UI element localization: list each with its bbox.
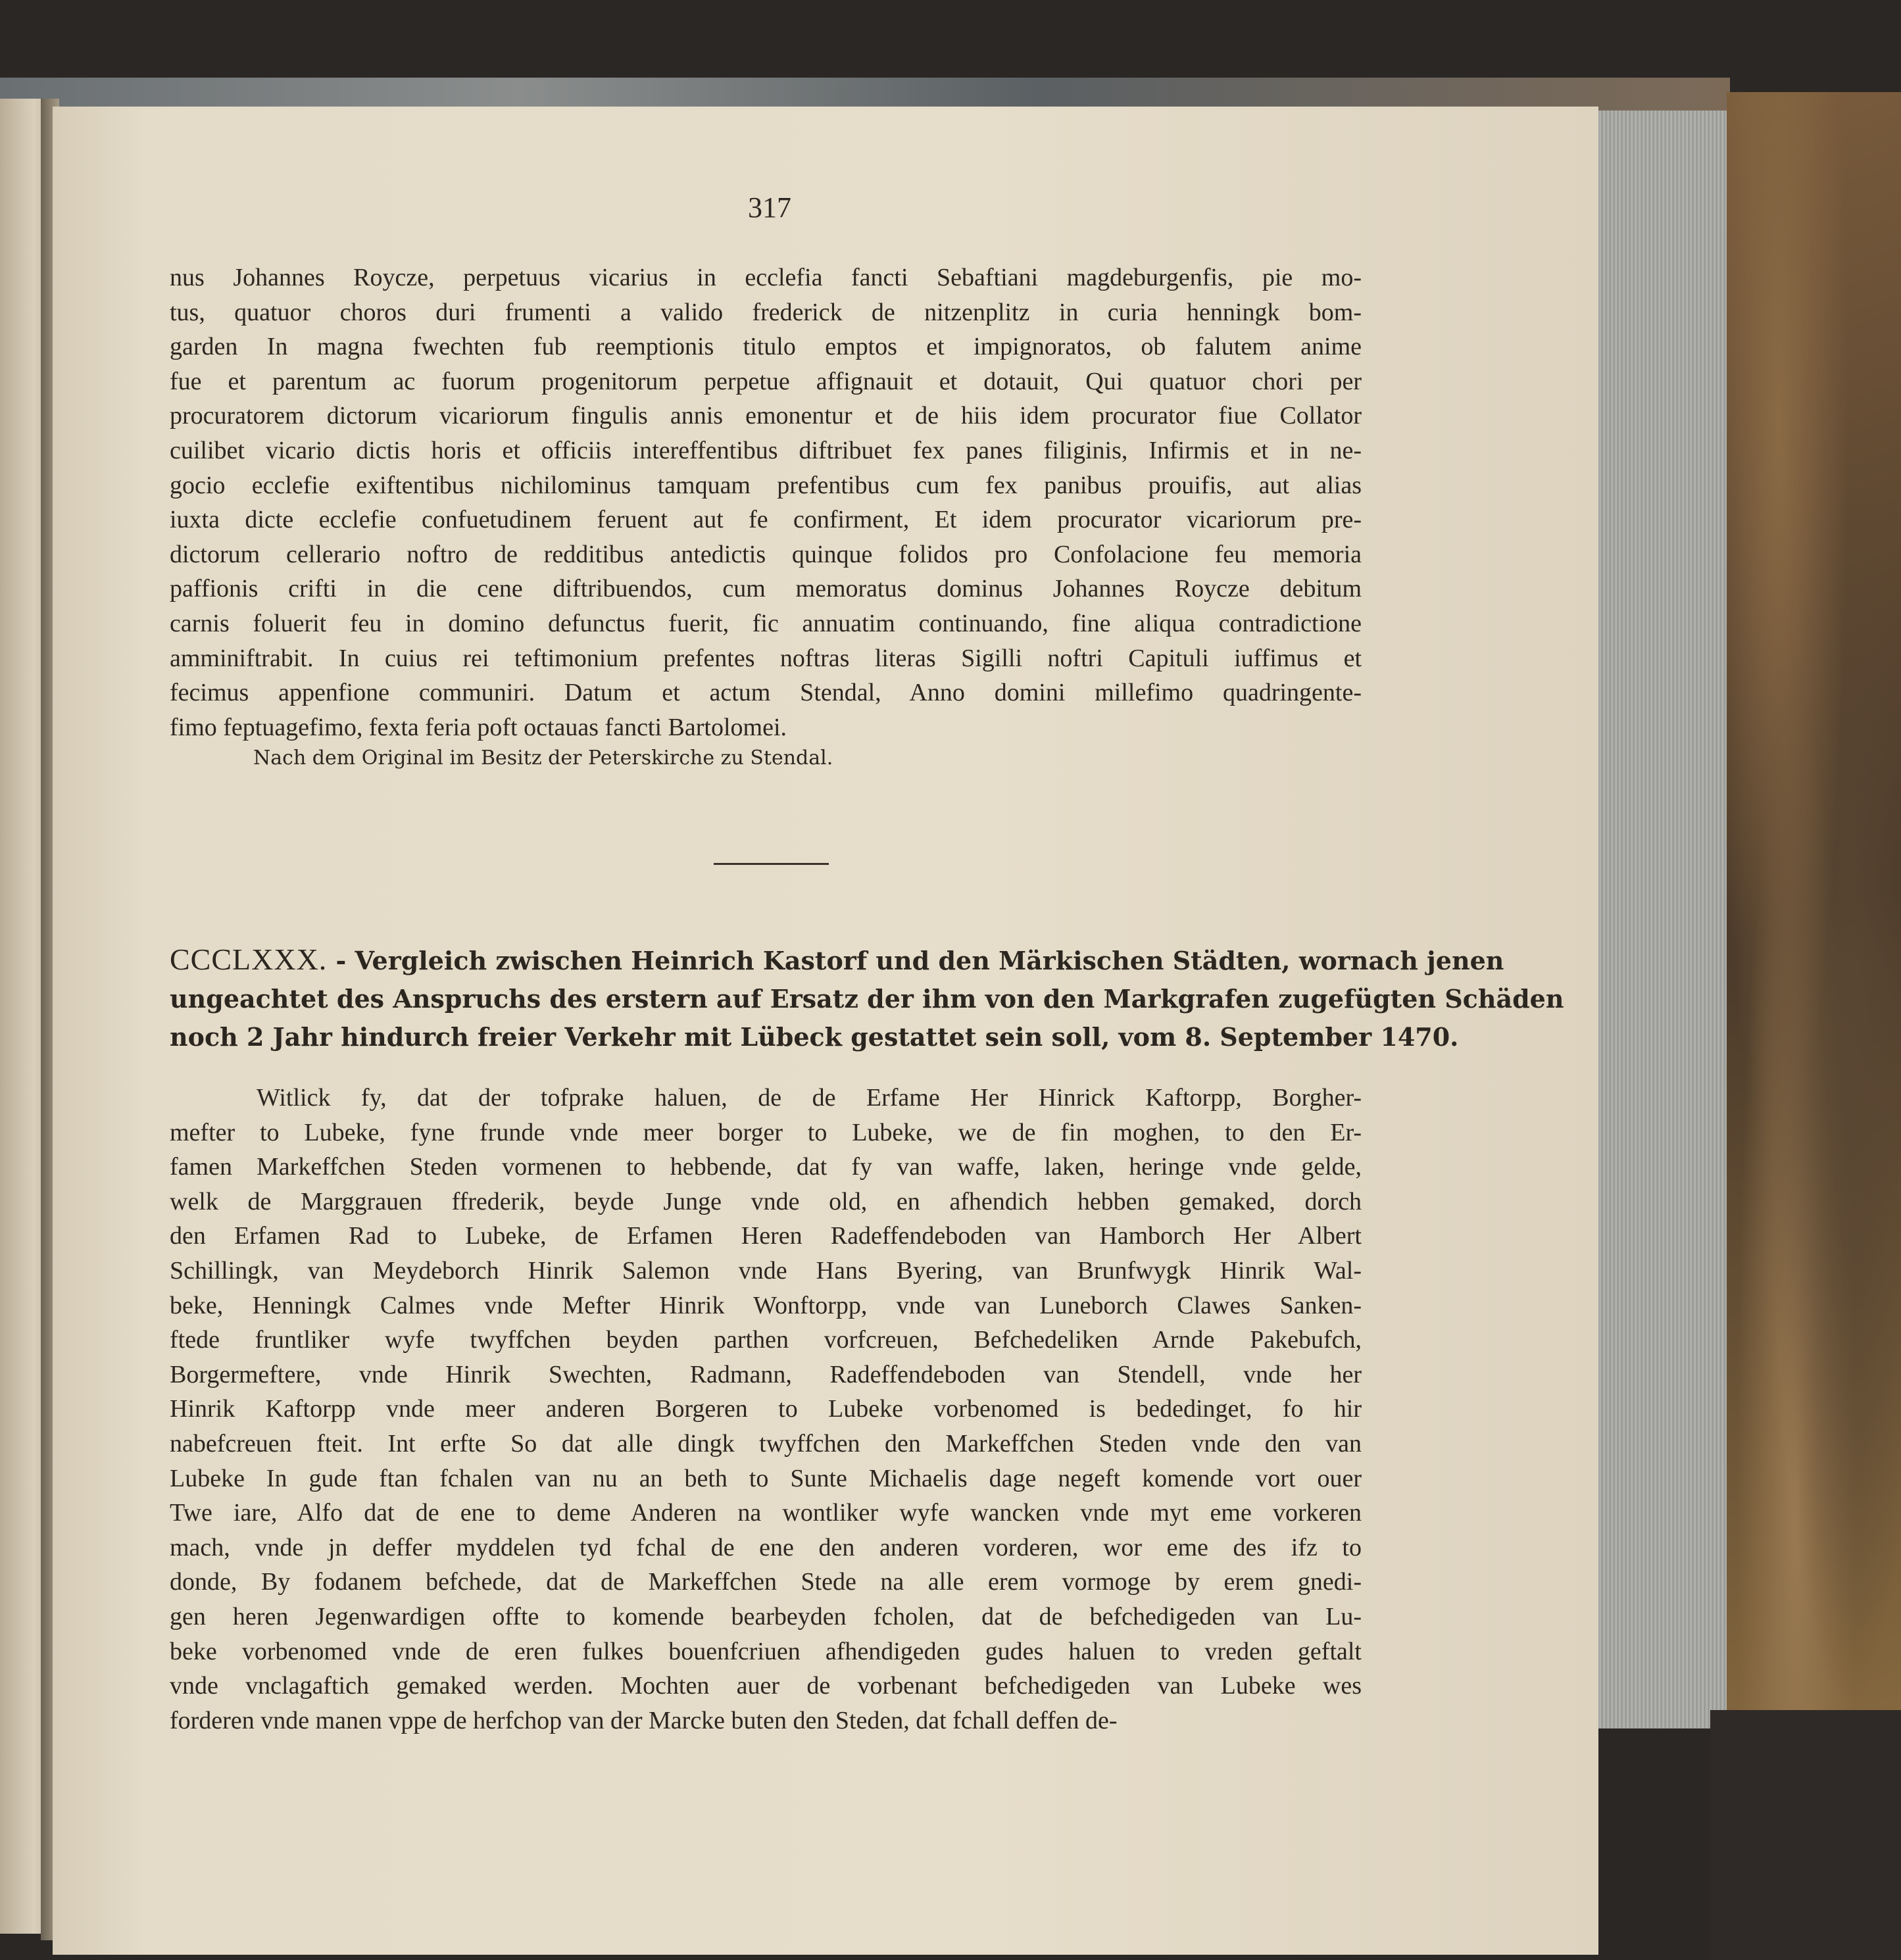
section-heading — [170, 941, 1564, 1056]
text-line: nabefcreuen fteit. Int erfte So dat alle dingk twyffchen den Markeffchen Steden vnde den van — [170, 1429, 1362, 1458]
text-line: fecimus appenfione communiri. Datum et actum Stendal, Anno domini millefimo quadringente- — [170, 679, 1362, 707]
text-line: fue et parentum ac fuorum progenitorum perpetue affignauit et dotauit, Qui quatuor chori per — [170, 367, 1362, 395]
text-line: vnde vnclagaftich gemaked werden. Mochten auer de vorbenant befchedigeden van Lubeke wes — [170, 1672, 1362, 1700]
text-line: amminiftrabit. In cuius rei teftimonium prefentes noftras literas Sigilli noftri Capituli iuffimus et — [170, 644, 1362, 672]
marbled-endpaper — [1727, 92, 1901, 1736]
text-line: Schillingk, van Meydeborch Hinrik Salemon vnde Hans Byering, van Brunfwygk Hinrik Wal- — [170, 1256, 1362, 1285]
text-line: mefter to Lubeke, fyne frunde vnde meer borger to Lubeke, we de fin moghen, to den Er- — [170, 1118, 1362, 1146]
text-line: cuilibet vicario dictis horis et officiis intereffentibus diftribuet fex panes filiginis, Infirmis et in ne- — [170, 436, 1362, 464]
book-cover-bottom — [1710, 1710, 1901, 1960]
text-line: beke vorbenomed vnde de eren fulkes bouenfcriuen afhendigeden gudes haluen to vreden geftalt — [170, 1637, 1362, 1665]
text-line: iuxta dicte ecclefie confuetudinem feruent aut fe confirment, Et idem procurator vicariorum pre- — [170, 506, 1362, 534]
section-divider — [714, 863, 829, 865]
text-line: gocio ecclefie exiftentibus nichilominus tamquam prefentibus cum fex panibus prouifis, aut alias — [170, 471, 1362, 499]
text-line: tus, quatuor choros duri frumenti a valido frederick de nitzenplitz in curia henningk bom- — [170, 298, 1362, 326]
heading-line-3: noch 2 Jahr hindurch freier Verkehr mit Lübeck gestattet sein soll, vom 8. September 1470. — [170, 1022, 1459, 1052]
text-line: Twe iare, Alfo dat de ene to deme Anderen na wontliker wyfe wancken vnde myt eme vorkeren — [170, 1499, 1362, 1527]
text-line: beke, Henningk Calmes vnde Mefter Hinrik Wonftorpp, vnde van Luneborch Clawes Sanken- — [170, 1291, 1362, 1319]
text-line: paffionis crifti in die cene diftribuendos, cum memoratus dominus Johannes Roycze debitum — [170, 575, 1362, 603]
text-line: procuratorem dictorum vicariorum fingulis annis emonentur et de hiis idem procurator fiue Collator — [170, 402, 1362, 430]
text-line: nus Johannes Roycze, perpetuus vicarius in ecclefia fancti Sebaftiani magdeburgenfis, pie mo- — [170, 264, 1362, 291]
text-line: ftede fruntliker wyfe twyffchen beyden parthen vorfcreuen, Befchedeliken Arnde Pakebufch, — [170, 1326, 1362, 1354]
text-line: gen heren Jegenwardigen offte to komende bearbeyden fcholen, dat de befchedigeden van Lu- — [170, 1602, 1362, 1630]
text-line: dictorum cellerario noftro de redditibus antedictis quinque folidos pro Confolacione feu memoria — [170, 540, 1362, 568]
text-line: famen Markeffchen Steden vormenen to hebbende, dat fy van waffe, laken, heringe vnde gelde, — [170, 1153, 1362, 1181]
text-line: welk de Marggrauen ffrederik, beyde Junge vnde old, en afhendich hebben gemaked, dorch — [170, 1187, 1362, 1215]
text-line: den Erfamen Rad to Lubeke, de Erfamen Heren Radeffendeboden van Hamborch Her Albert — [170, 1222, 1362, 1250]
text-line: mach, vnde jn deffer myddelen tyd fchal de ene den anderen vorderen, wor eme des ifz to — [170, 1533, 1362, 1561]
charter-paragraph-2 — [170, 1081, 1362, 1738]
heading-number: CCCLXXX. — [170, 943, 328, 976]
text-line: Witlick fy, dat der tofprake haluen, de de Erfame Her Hinrick Kaftorpp, Borgher- — [257, 1084, 1362, 1112]
source-note: Nach dem Original im Besitz der Peterskirche zu Stendal. — [253, 747, 833, 770]
text-line: Borgermeftere, vnde Hinrik Swechten, Radmann, Radeffendeboden van Stendell, vnde her — [170, 1360, 1362, 1388]
heading-line-1: CCCLXXX. - Vergleich zwischen Heinrich Kastorf und den Märkischen Städten, wornach jenen — [170, 943, 1504, 976]
text-line: donde, By fodanem befchede, dat de Markeffchen Stede na alle erem vormoge by erem gnedi- — [170, 1568, 1362, 1596]
text-line: garden In magna fwechten fub reemptionis titulo emptos et impignoratos, ob falutem anime — [170, 333, 1362, 361]
charter-paragraph-1 — [170, 260, 1362, 745]
text-line: Hinrik Kaftorpp vnde meer anderen Borgeren to Lubeke vorbenomed is bededinget, fo hir — [170, 1395, 1362, 1423]
text-line: fimo feptuagefimo, fexta feria poft octauas fancti Bartolomei. — [170, 713, 787, 741]
text-line: Lubeke In gude ftan fchalen van nu an beth to Sunte Michaelis dage negeft komende vort ouer — [170, 1464, 1362, 1492]
heading-line-2: ungeachtet des Anspruchs des erstern auf Ersatz der ihm von den Markgrafen zugefügten Schäden — [170, 984, 1564, 1014]
text-line: forderen vnde manen vppe de herfchop van der Marcke buten den Steden, dat fchall deffen de- — [170, 1706, 1118, 1734]
page-block-edges — [1598, 110, 1729, 1728]
text-line: carnis foluerit feu in domino defunctus fuerit, fic annuatim continuando, fine aliqua contradictione — [170, 609, 1362, 637]
heading-text-1: Vergleich zwischen Heinrich Kastorf und den Märkischen Städten, wornach jenen — [355, 946, 1504, 975]
page-number: 317 — [748, 191, 791, 224]
